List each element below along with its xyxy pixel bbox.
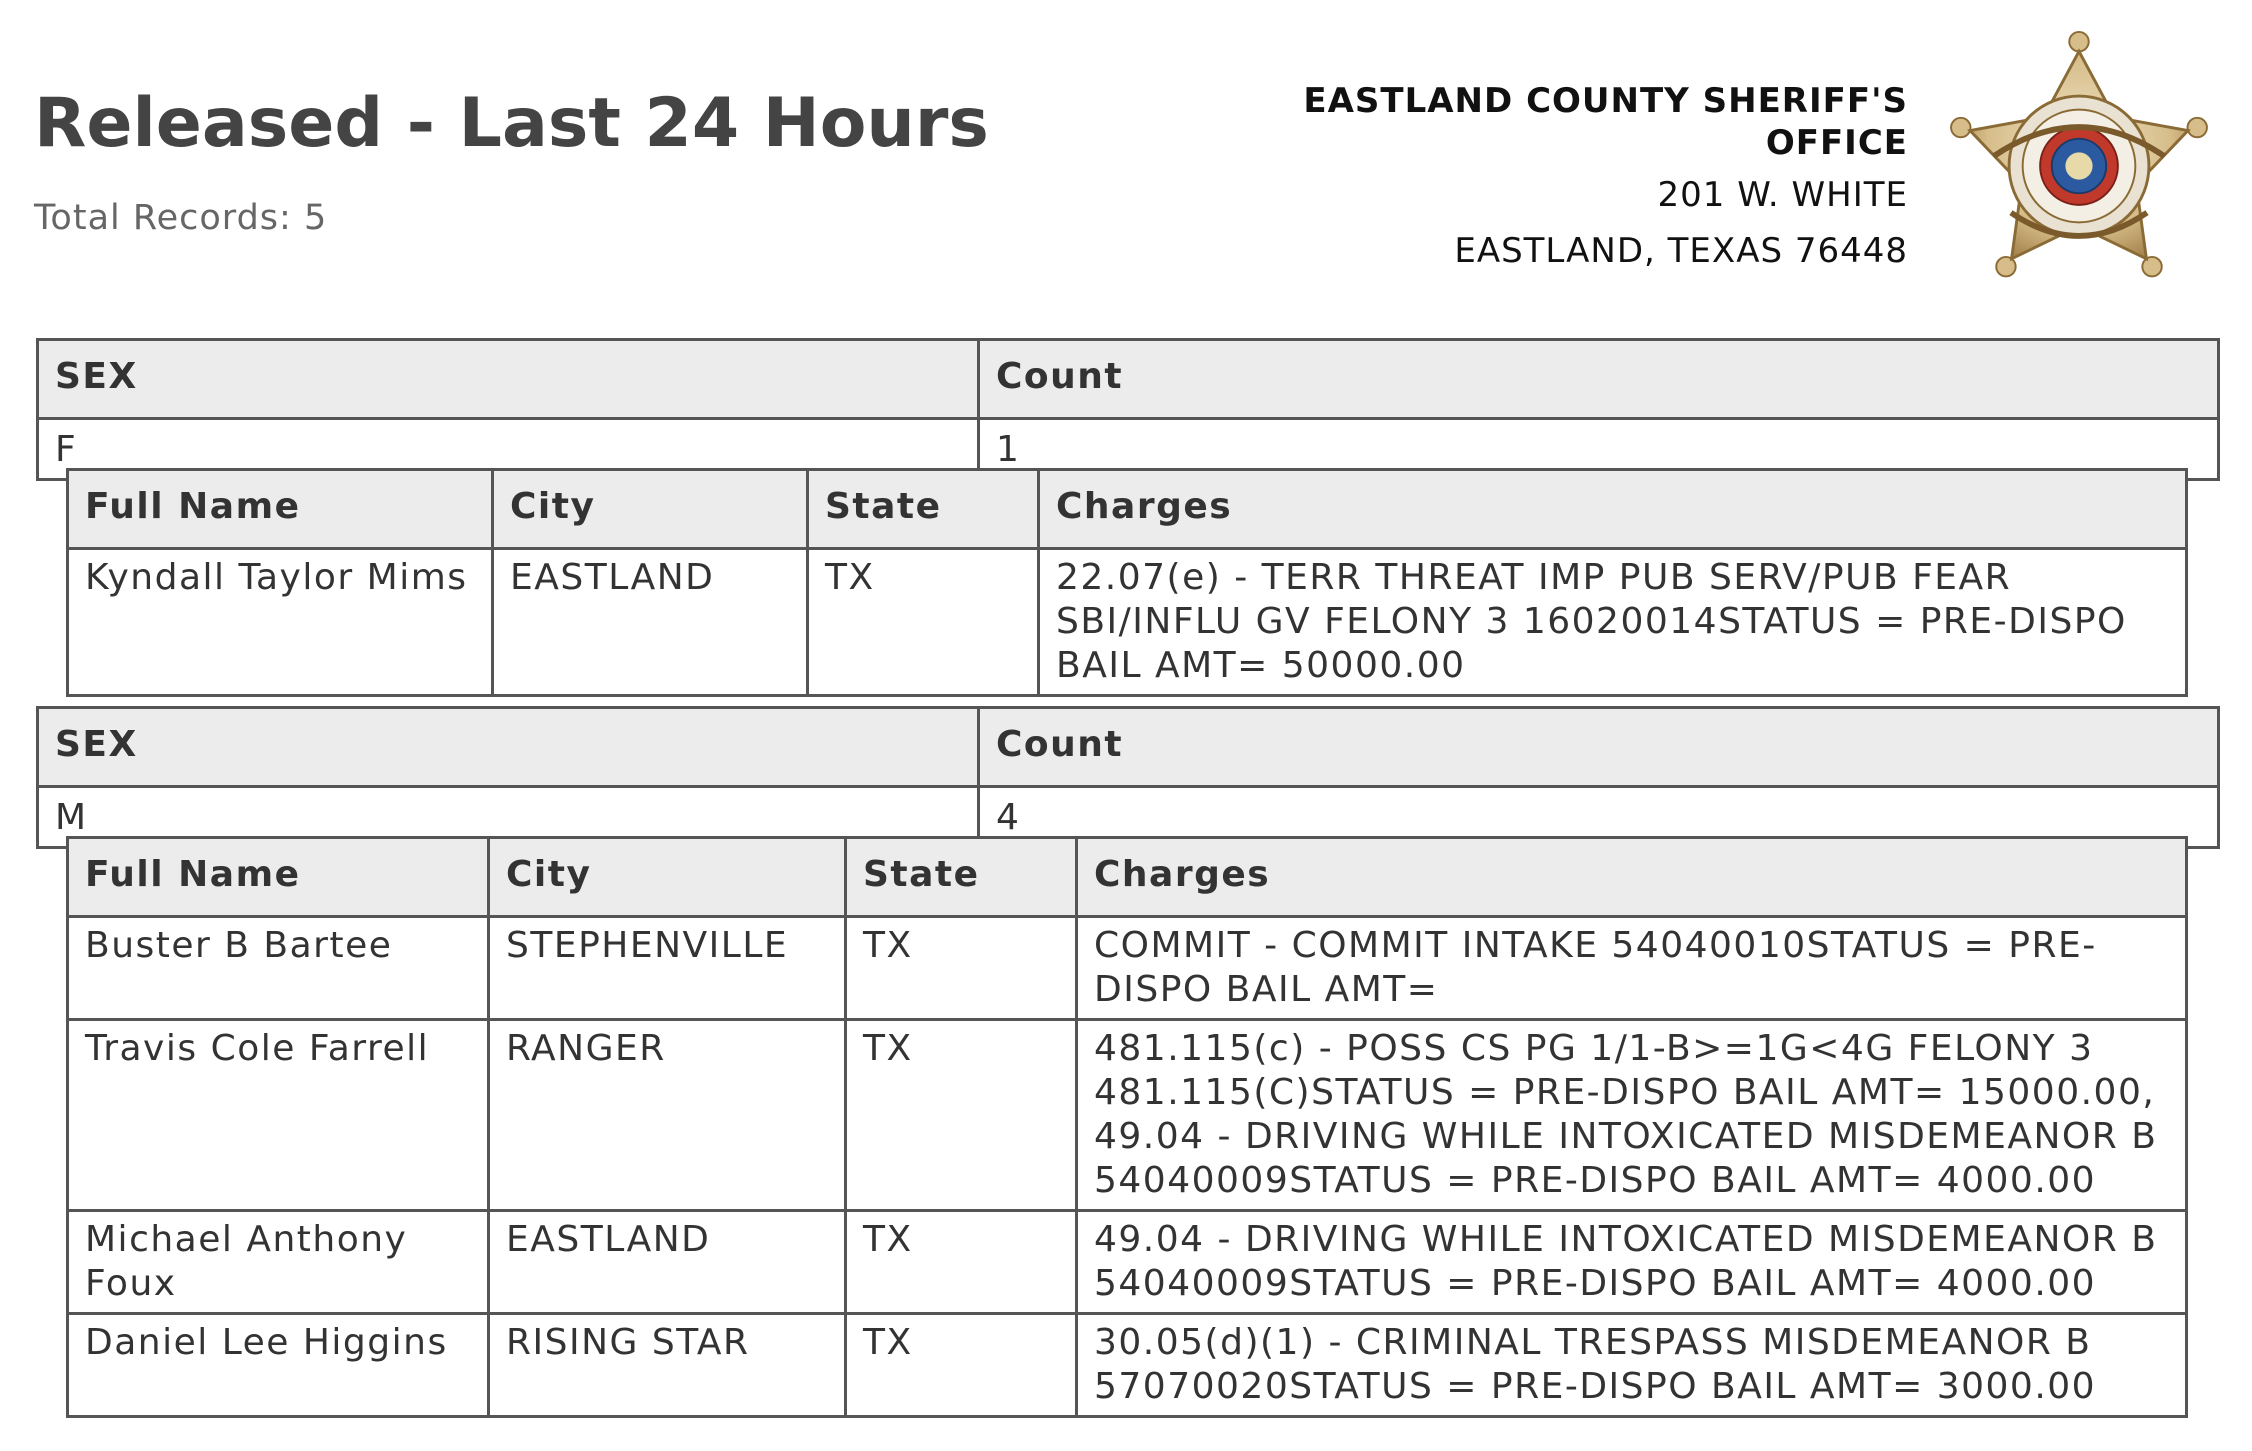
agency-name: EASTLAND COUNTY SHERIFF'S OFFICE (1303, 81, 1908, 163)
count-value: 1 (979, 419, 2219, 480)
state-cell: TX (846, 1211, 1077, 1314)
state-column-header: State (846, 838, 1077, 917)
full-name-column-header: Full Name (68, 838, 489, 917)
sex-group-table (36, 706, 2220, 849)
city-cell: RISING STAR (489, 1314, 846, 1417)
sex-value: F (38, 419, 979, 480)
city-cell: STEPHENVILLE (489, 917, 846, 1020)
released-records-table (66, 836, 2188, 1418)
sex-value: M (38, 787, 979, 848)
charges-cell: 481.115(c) - POSS CS PG 1/1-B>=1G<4G FELONY 3 481.115(C)STATUS = PRE-DISPO BAIL AMT= 15000.00, 49.04 - DRIVING WHILE INTOXICATED MISDEMEANOR B 54040009STATUS = PRE-DISPO BAIL AMT= 4000.00 (1077, 1020, 2187, 1211)
charges-cell: 30.05(d)(1) - CRIMINAL TRESPASS MISDEMEANOR B 57070020STATUS = PRE-DISPO BAIL AMT= 3000.00 (1077, 1314, 2187, 1417)
full-name-cell: Travis Cole Farrell (68, 1020, 489, 1211)
table-row (68, 917, 2187, 1020)
state-column-header: State (808, 470, 1039, 549)
sheriff-star-badge-icon (1938, 30, 2220, 302)
sex-column-header: SEX (38, 340, 979, 419)
city-cell: RANGER (489, 1020, 846, 1211)
charges-cell: COMMIT - COMMIT INTAKE 54040010STATUS = PRE-DISPO BAIL AMT= (1077, 917, 2187, 1020)
state-cell: TX (846, 1314, 1077, 1417)
table-row (68, 1020, 2187, 1211)
released-records-table (66, 468, 2188, 697)
charges-column-header: Charges (1077, 838, 2187, 917)
table-row (68, 1314, 2187, 1417)
group-header-row (38, 340, 2219, 419)
city-cell: EASTLAND (493, 549, 808, 696)
agency-info (1208, 80, 1908, 272)
table-row (68, 1211, 2187, 1314)
charges-cell: 49.04 - DRIVING WHILE INTOXICATED MISDEMEANOR B 54040009STATUS = PRE-DISPO BAIL AMT= 4000.00 (1077, 1211, 2187, 1314)
count-column-header: Count (979, 708, 2219, 787)
city-column-header: City (489, 838, 846, 917)
sex-column-header: SEX (38, 708, 979, 787)
count-value: 4 (979, 787, 2219, 848)
full-name-column-header: Full Name (68, 470, 493, 549)
full-name-cell: Michael Anthony Foux (68, 1211, 489, 1314)
charges-column-header: Charges (1039, 470, 2187, 549)
total-records: Total Records: 5 (34, 198, 328, 238)
report-title: Released - Last 24 Hours (34, 84, 989, 163)
agency-city-state-zip: EASTLAND, TEXAS 76448 (1454, 231, 1908, 271)
detail-header-row (68, 838, 2187, 917)
full-name-cell: Daniel Lee Higgins (68, 1314, 489, 1417)
full-name-cell: Buster B Bartee (68, 917, 489, 1020)
city-column-header: City (493, 470, 808, 549)
state-cell: TX (846, 1020, 1077, 1211)
charges-cell: 22.07(e) - TERR THREAT IMP PUB SERV/PUB FEAR SBI/INFLU GV FELONY 3 16020014STATUS = PRE-DISPO BAIL AMT= 50000.00 (1039, 549, 2187, 696)
agency-address: 201 W. WHITE (1657, 175, 1908, 215)
state-cell: TX (808, 549, 1039, 696)
count-column-header: Count (979, 340, 2219, 419)
full-name-cell: Kyndall Taylor Mims (68, 549, 493, 696)
group-header-row (38, 708, 2219, 787)
city-cell: EASTLAND (489, 1211, 846, 1314)
table-row (68, 549, 2187, 696)
state-cell: TX (846, 917, 1077, 1020)
detail-header-row (68, 470, 2187, 549)
sex-group-table (36, 338, 2220, 481)
